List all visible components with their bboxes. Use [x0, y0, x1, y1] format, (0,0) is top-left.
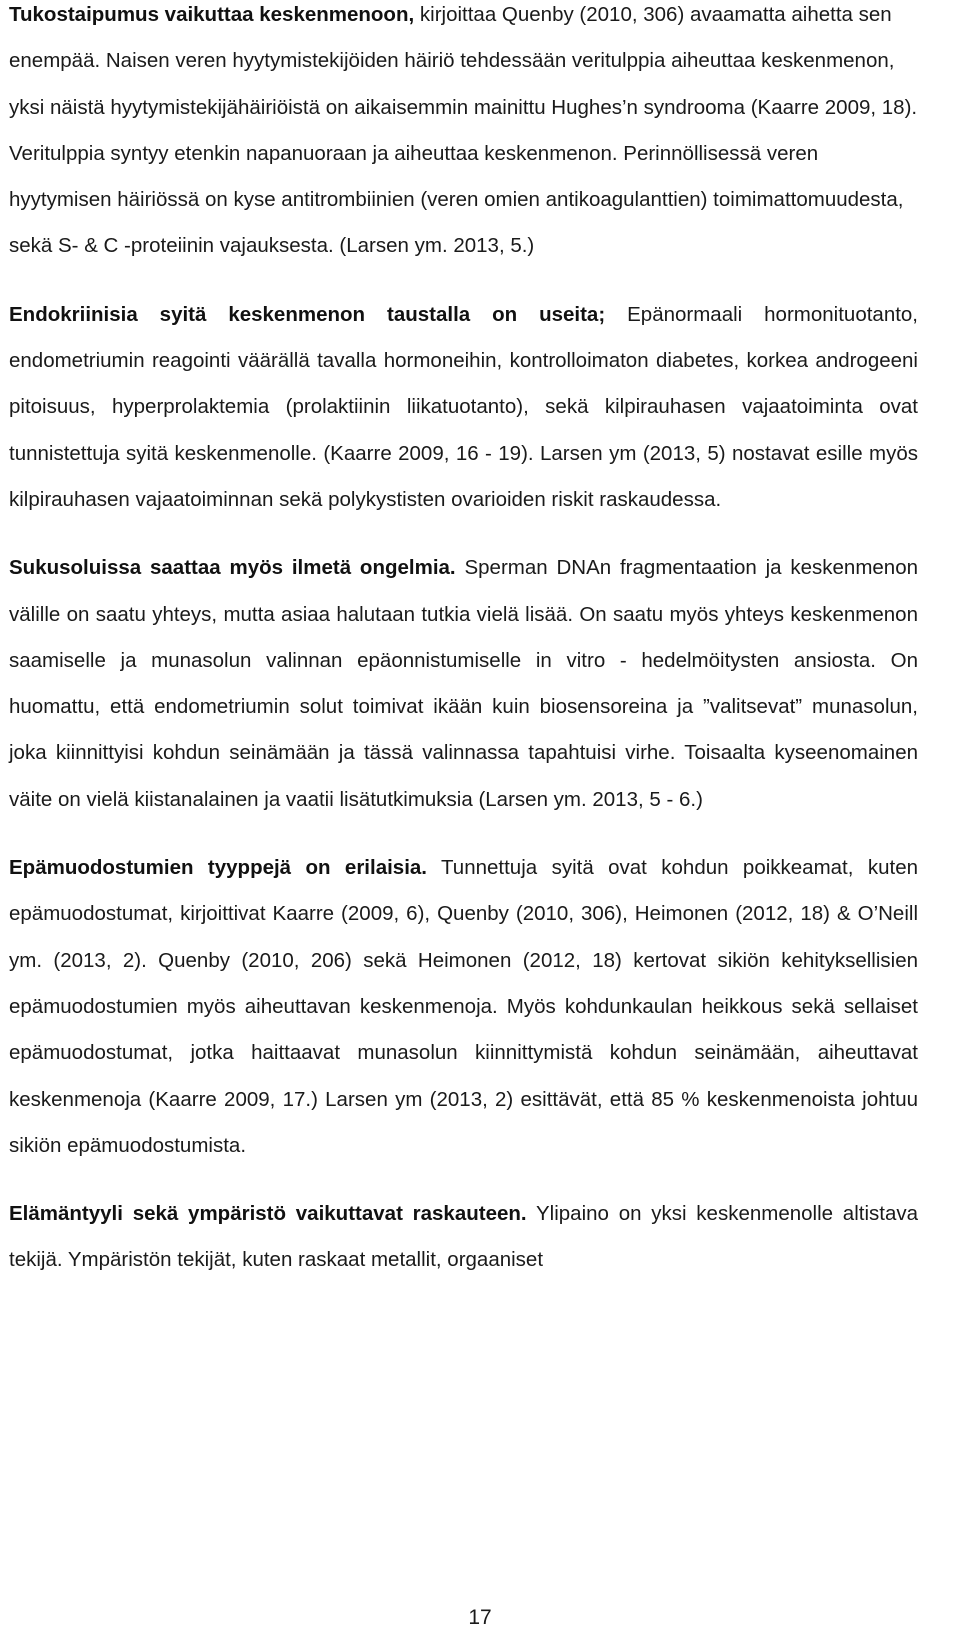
- paragraph-body: Sperman DNAn fragmentaation ja keskenmenon välille on saatu yhteys, mutta asiaa halutaan tutkia vielä lisää. On saatu myös yhteys keskenmenon saamiselle ja munasolun valinnan epäonnistumiselle in vitro - hedelmöitysten ansiosta. On huomattu, että endometriumin solut toimivat ikään kuin biosensoreina ja ”valitsevat” munasolun, joka kiinnittyisi kohdun seinämään ja tässä valinnassa tapahtuisi virhe. Toisaalta kyseenomainen väite on vielä kiistanalainen ja vaatii lisätutkimuksia (Larsen ym. 2013, 5 - 6.): [9, 556, 918, 811]
- paragraph-body: Epänormaali hormonituotanto, endometriumin reagointi väärällä tavalla hormoneihin, kontrolloimaton diabetes, korkea androgeeni pitoisuus, hyperprolaktemia (prolaktiinin liikatuotanto), sekä kilpirauhasen vajaatoiminta ovat tunnistettuja syitä keskenmenolle. (Kaarre 2009, 16 - 19). Larsen ym (2013, 5) nostavat esille myös kilpirauhasen vajaatoiminnan sekä polykystisten ovarioiden riskit raskaudessa.: [9, 302, 919, 511]
- paragraph-body: Ylipaino on yksi keskenmenolle altistava tekijä. Ympäristön tekijät, kuten raskaat metallit, orgaaniset: [9, 1202, 919, 1272]
- paragraph-heading: Elämäntyyli sekä ympäristö vaikuttavat raskauteen.: [9, 1202, 527, 1226]
- paragraph-body: kirjoittaa Quenby (2010, 306) avaamatta aihetta sen enempää. Naisen veren hyytymistekijöiden häiriö tehdessään veritulppia aiheuttaa keskenmenon, yksi näistä hyytymistekijähäiriöistä on aikaisemmin mainittu Hughes’n syndrooma (Kaarre 2009, 18). Veritulppia syntyy etenkin napanuoraan ja aiheuttaa keskenmenon. Perinnöllisessä veren hyytymisen häiriössä on kyse antitrombiinien (veren omien antikoagulanttien) toimimattomuudesta, sekä S- & C -proteiinin vajauksesta. (Larsen ym. 2013, 5.): [9, 3, 918, 258]
- paragraph-heading: Endokriinisia syitä keskenmenon taustalla on useita;: [9, 302, 606, 326]
- paragraph-heading: Sukusoluissa saattaa myös ilmetä ongelmia.: [9, 556, 456, 580]
- paragraph-heading: Tukostaipumus vaikuttaa keskenmenoon,: [9, 3, 415, 26]
- paragraph-malformations: [9, 845, 918, 1169]
- page-number: 17: [468, 1606, 492, 1629]
- paragraph-body: Tunnettuja syitä ovat kohdun poikkeamat, kuten epämuodostumat, kirjoittivat Kaarre (2009, 6), Quenby (2010, 306), Heimonen (2012, 18) & O’Neill ym. (2013, 2). Quenby (2010, 206) sekä Heimonen (2012, 18) kertovat sikiön kehityksellisien epämuodostumien myös aiheuttavan keskenmenoja. Myös kohdunkaulan heikkous sekä sellaiset epämuodostumat, jotka haittaavat munasolun kiinnittymistä kohdun seinämään, aiheuttavat keskenmenoja (Kaarre 2009, 17.) Larsen ym (2013, 2) esittävät, että 85 % keskenmenoista johtuu sikiön epämuodostumista.: [9, 856, 919, 1157]
- document-page: [9, 0, 918, 1284]
- paragraph-lifestyle: [9, 1191, 918, 1284]
- paragraph-heading: Epämuodostumien tyyppejä on erilaisia.: [9, 856, 427, 880]
- paragraph-endocrine: [9, 292, 918, 523]
- paragraph-thrombosis: [9, 0, 918, 270]
- paragraph-gametes: [9, 545, 918, 823]
